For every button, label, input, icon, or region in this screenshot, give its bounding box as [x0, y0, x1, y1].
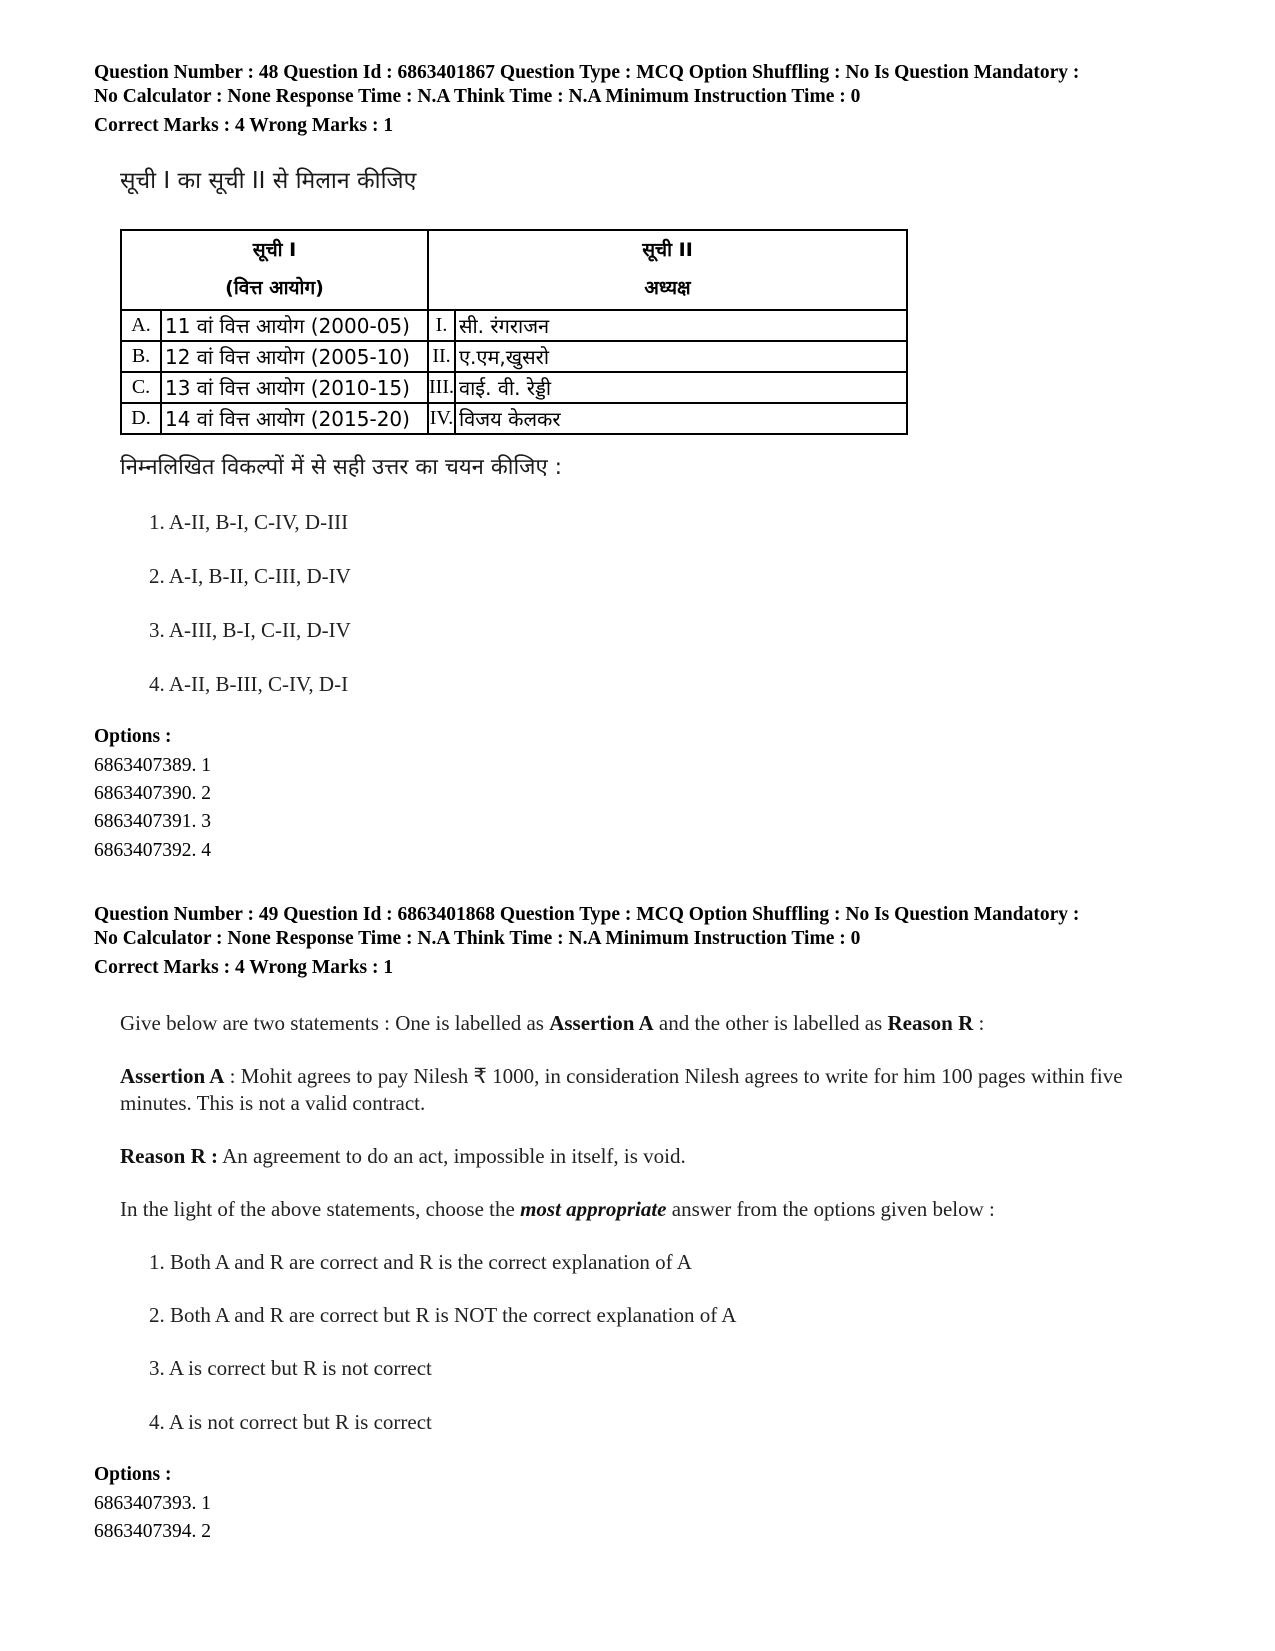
table-row	[121, 403, 907, 434]
light-text: In the light of the above statements, choose the	[120, 1197, 521, 1221]
row-letter: B.	[121, 341, 161, 372]
q49-marks: Correct Marks : 4 Wrong Marks : 1	[94, 957, 394, 978]
q49-header	[94, 903, 1214, 980]
q49-header-line1: Question Number : 49 Question Id : 6863401868 Question Type : MCQ Option Shuffling : No Is Question Mandatory :	[94, 904, 1080, 925]
q48-choice-1: 1. A-II, B-I, C-IV, D-III	[149, 510, 349, 534]
assertion-label: Assertion A	[120, 1064, 225, 1088]
reason-text: An agreement to do an act, impossible in itself, is void.	[218, 1144, 686, 1168]
q48-options-label: Options :	[94, 726, 172, 747]
q48-option-id-2: 6863407390. 2	[94, 783, 211, 804]
q49-option-id-2: 6863407394. 2	[94, 1521, 211, 1542]
col1-title: सूची I	[252, 239, 297, 261]
table-row	[121, 372, 907, 403]
row-commission: 11 वां वित्त आयोग (2000-05)	[161, 310, 428, 341]
row-commission: 13 वां वित्त आयोग (2010-15)	[161, 372, 428, 403]
light-emphasis: most appropriate	[520, 1197, 667, 1221]
q49-header-line2: No Calculator : None Response Time : N.A Think Time : N.A Minimum Instruction Time : 0	[94, 928, 861, 949]
table-row	[121, 341, 907, 372]
intro-text: Give below are two statements : One is labelled as	[120, 1011, 550, 1035]
row-commission: 12 वां वित्त आयोग (2005-10)	[161, 341, 428, 372]
row-roman: IV.	[428, 403, 455, 434]
col2-title: सूची II	[642, 239, 693, 261]
row-chairman: सी. रंगराजन	[455, 310, 907, 341]
intro-text: and the other is labelled as	[653, 1011, 888, 1035]
row-letter: A.	[121, 310, 161, 341]
row-chairman: ए.एम,खुसरो	[455, 341, 907, 372]
col1-header	[121, 230, 428, 310]
q48-header	[94, 61, 1214, 138]
col1-subtitle: (वित्त आयोग)	[225, 277, 324, 299]
q48-choice-2: 2. A-I, B-II, C-III, D-IV	[149, 564, 351, 588]
q48-instruction: सूची I का सूची II से मिलान कीजिए	[120, 168, 417, 194]
q49-choice-1: 1. Both A and R are correct and R is the correct explanation of A	[149, 1250, 692, 1274]
intro-text: :	[973, 1011, 985, 1035]
q48-header-line1: Question Number : 48 Question Id : 6863401867 Question Type : MCQ Option Shuffling : No Is Question Mandatory :	[94, 62, 1080, 83]
row-roman: II.	[428, 341, 455, 372]
row-roman: I.	[428, 310, 455, 341]
reason-label: Reason R :	[120, 1144, 218, 1168]
q48-option-id-4: 6863407392. 4	[94, 840, 211, 861]
row-commission: 14 वां वित्त आयोग (2015-20)	[161, 403, 428, 434]
assertion-text: : Mohit agrees to pay Nilesh ₹ 1000, in consideration Nilesh agrees to write for him 100 pages within five minutes. This is not a valid contract.	[120, 1064, 1123, 1115]
row-roman: III.	[428, 372, 455, 403]
intro-reason: Reason R	[887, 1011, 974, 1035]
q48-marks: Correct Marks : 4 Wrong Marks : 1	[94, 115, 394, 136]
q48-choice-3: 3. A-III, B-I, C-II, D-IV	[149, 618, 351, 642]
light-text: answer from the options given below :	[666, 1197, 995, 1221]
row-letter: C.	[121, 372, 161, 403]
intro-assertion: Assertion A	[549, 1011, 654, 1035]
q49-assertion	[120, 1063, 1150, 1117]
q49-light	[120, 1196, 1180, 1223]
q49-options-label: Options :	[94, 1464, 172, 1485]
q49-option-id-1: 6863407393. 1	[94, 1493, 211, 1514]
q49-choice-3: 3. A is correct but R is not correct	[149, 1356, 432, 1380]
row-letter: D.	[121, 403, 161, 434]
q48-header-line2: No Calculator : None Response Time : N.A Think Time : N.A Minimum Instruction Time : 0	[94, 86, 861, 107]
q49-choice-2: 2. Both A and R are correct but R is NOT the correct explanation of A	[149, 1303, 737, 1327]
col2-subtitle: अध्यक्ष	[644, 277, 691, 299]
q48-option-id-1: 6863407389. 1	[94, 755, 211, 776]
q48-match-table	[120, 229, 908, 435]
table-row	[121, 310, 907, 341]
q48-option-id-3: 6863407391. 3	[94, 811, 211, 832]
q49-reason	[120, 1143, 1180, 1170]
row-chairman: विजय केलकर	[455, 403, 907, 434]
col2-header	[428, 230, 907, 310]
q48-select-prompt: निम्नलिखित विकल्पों में से सही उत्तर का चयन कीजिए :	[120, 455, 563, 480]
q48-choice-4: 4. A-II, B-III, C-IV, D-I	[149, 672, 349, 696]
q49-intro	[120, 1010, 1180, 1037]
q49-choice-4: 4. A is not correct but R is correct	[149, 1410, 432, 1434]
row-chairman: वाई. वी. रेड्डी	[455, 372, 907, 403]
